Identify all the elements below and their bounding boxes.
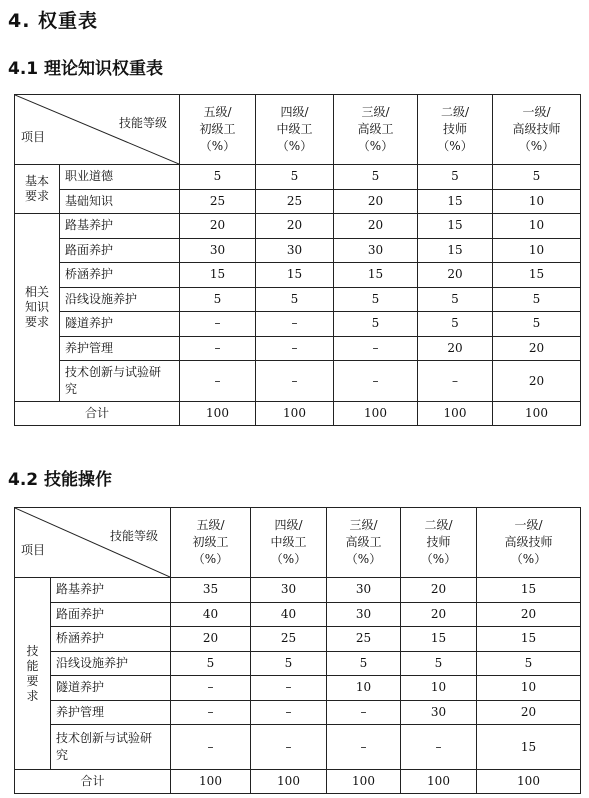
weight-value-cell: 15	[493, 263, 581, 288]
item-name-cell: 职业道德	[60, 165, 180, 190]
header-row	[15, 508, 581, 578]
weight-value-cell: –	[171, 725, 251, 770]
weight-value-cell: –	[327, 700, 401, 725]
total-value-cell: 100	[327, 770, 401, 794]
weight-value-cell: 15	[418, 189, 493, 214]
item-name-cell: 桥涵养护	[51, 627, 171, 652]
group-name-line: 要	[26, 673, 39, 688]
weight-value-cell: 20	[401, 578, 477, 603]
weight-value-cell: 20	[493, 336, 581, 361]
level-header-line: 初级工	[192, 535, 229, 549]
item-name-line: 究	[65, 382, 78, 396]
level-header-cell	[401, 508, 477, 578]
diagonal-header-cell	[15, 508, 171, 578]
level-header-line: （%）	[270, 552, 307, 566]
table-row	[15, 725, 581, 770]
weight-value-cell: 30	[256, 238, 334, 263]
weight-value-cell: 5	[251, 651, 327, 676]
project-label: 项目	[21, 543, 46, 557]
weight-value-cell: –	[401, 725, 477, 770]
subsection-title-skills: 4.2 技能操作	[8, 470, 113, 490]
weight-value-cell: 5	[493, 287, 581, 312]
weight-value-cell: 20	[493, 361, 581, 402]
weight-value-cell: 10	[493, 238, 581, 263]
table-row	[15, 361, 581, 402]
weight-value-cell: –	[256, 312, 334, 337]
weight-value-cell: –	[327, 725, 401, 770]
total-label-cell: 合计	[15, 770, 171, 794]
weight-value-cell: 25	[256, 189, 334, 214]
level-header-line: （%）	[276, 139, 313, 153]
item-name-cell: 路基养护	[60, 214, 180, 239]
weight-value-cell: 20	[418, 263, 493, 288]
weight-value-cell: –	[171, 700, 251, 725]
table-row	[15, 676, 581, 701]
weight-value-cell: 5	[401, 651, 477, 676]
item-name-cell: 隧道养护	[60, 312, 180, 337]
weight-value-cell: 5	[334, 312, 418, 337]
item-name-cell	[51, 725, 171, 770]
level-header-cell	[180, 95, 256, 165]
diagonal-header-cell	[15, 95, 180, 165]
weight-value-cell: 25	[327, 627, 401, 652]
item-name-cell	[60, 361, 180, 402]
weight-value-cell: 5	[180, 287, 256, 312]
table-row	[15, 214, 581, 239]
item-name-cell: 路面养护	[60, 238, 180, 263]
weight-value-cell: 20	[401, 602, 477, 627]
level-header-line: 中级工	[270, 535, 307, 549]
total-value-cell: 100	[477, 770, 581, 794]
level-header-cell	[477, 508, 581, 578]
total-value-cell: 100	[401, 770, 477, 794]
weight-value-cell: 15	[401, 627, 477, 652]
weight-value-cell: –	[180, 336, 256, 361]
weight-value-cell: 5	[327, 651, 401, 676]
weight-value-cell: 30	[251, 578, 327, 603]
group-name-cell	[15, 214, 60, 402]
weight-value-cell: 30	[327, 578, 401, 603]
table-row	[15, 336, 581, 361]
weight-value-cell: 5	[180, 165, 256, 190]
table-row	[15, 578, 581, 603]
weight-value-cell: 10	[477, 676, 581, 701]
level-header-line: 高级技师	[512, 122, 561, 136]
total-label-cell: 合计	[15, 402, 180, 426]
level-header-line: （%）	[345, 552, 382, 566]
project-label: 项目	[21, 130, 46, 144]
weight-value-cell: 40	[251, 602, 327, 627]
group-name-line: 知识	[24, 300, 49, 314]
weight-value-cell: 5	[418, 287, 493, 312]
item-name-cell: 路基养护	[51, 578, 171, 603]
total-value-cell: 100	[418, 402, 493, 426]
total-value-cell: 100	[171, 770, 251, 794]
table-row	[15, 238, 581, 263]
table-row	[15, 700, 581, 725]
weight-value-cell: –	[334, 361, 418, 402]
table-row	[15, 189, 581, 214]
weight-value-cell: 5	[334, 165, 418, 190]
weight-value-cell: 15	[180, 263, 256, 288]
level-header-line: （%）	[510, 552, 547, 566]
total-value-cell: 100	[493, 402, 581, 426]
weight-value-cell: –	[256, 336, 334, 361]
level-header-line: 二级/	[424, 518, 453, 532]
theory-weight-table	[14, 94, 581, 426]
weight-value-cell: –	[180, 361, 256, 402]
weight-value-cell: 30	[327, 602, 401, 627]
level-header-line: （%）	[199, 139, 236, 153]
weight-value-cell: 15	[477, 627, 581, 652]
total-value-cell: 100	[180, 402, 256, 426]
table-row	[15, 312, 581, 337]
weight-value-cell: 15	[418, 238, 493, 263]
weight-value-cell: 15	[418, 214, 493, 239]
group-name-cell	[15, 165, 60, 214]
level-header-line: 一级/	[522, 105, 551, 119]
level-header-line: 高级技师	[504, 535, 553, 549]
item-name-line: 技术创新与试验研	[65, 365, 162, 379]
level-header-line: 五级/	[196, 518, 225, 532]
table-row	[15, 263, 581, 288]
weight-value-cell: 10	[401, 676, 477, 701]
weight-value-cell: 20	[256, 214, 334, 239]
level-header-line: （%）	[420, 552, 457, 566]
item-name-cell: 养护管理	[60, 336, 180, 361]
weight-value-cell: 5	[256, 287, 334, 312]
skill-level-label: 技能等级	[118, 116, 167, 130]
skill-level-label: 技能等级	[109, 529, 158, 543]
total-value-cell: 100	[256, 402, 334, 426]
table-row	[15, 165, 581, 190]
total-row	[15, 770, 581, 794]
weight-value-cell: 15	[334, 263, 418, 288]
total-row	[15, 402, 581, 426]
weight-value-cell: –	[180, 312, 256, 337]
level-header-line: 五级/	[203, 105, 232, 119]
weight-value-cell: –	[251, 725, 327, 770]
level-header-cell	[171, 508, 251, 578]
weight-value-cell: 5	[334, 287, 418, 312]
weight-value-cell: –	[418, 361, 493, 402]
group-name-line: 求	[26, 688, 39, 703]
subsection-title-theory: 4.1 理论知识权重表	[8, 59, 164, 79]
item-name-cell: 路面养护	[51, 602, 171, 627]
level-header-line: 二级/	[440, 105, 470, 119]
item-name-cell: 桥涵养护	[60, 263, 180, 288]
weight-value-cell: –	[251, 676, 327, 701]
weight-value-cell: 15	[477, 578, 581, 603]
weight-value-cell: 20	[334, 214, 418, 239]
weight-value-cell: 20	[477, 700, 581, 725]
group-name-line: 要求	[24, 189, 49, 203]
level-header-line: 四级/	[274, 518, 303, 532]
weight-value-cell: 10	[327, 676, 401, 701]
total-value-cell: 100	[334, 402, 418, 426]
weight-value-cell: 5	[477, 651, 581, 676]
group-name-line: 基本	[24, 174, 49, 188]
weight-value-cell: 35	[171, 578, 251, 603]
item-name-cell: 养护管理	[51, 700, 171, 725]
level-header-cell	[418, 95, 493, 165]
level-header-cell	[493, 95, 581, 165]
weight-value-cell: 40	[171, 602, 251, 627]
item-name-cell: 沿线设施养护	[51, 651, 171, 676]
level-header-line: （%）	[357, 139, 394, 153]
weight-value-cell: 20	[180, 214, 256, 239]
weight-value-cell: –	[251, 700, 327, 725]
level-header-line: （%）	[437, 139, 473, 153]
table-row	[15, 602, 581, 627]
level-header-cell	[251, 508, 327, 578]
level-header-line: 四级/	[280, 105, 309, 119]
level-header-line: 中级工	[276, 122, 313, 136]
item-name-cell: 沿线设施养护	[60, 287, 180, 312]
weight-value-cell: 5	[418, 165, 493, 190]
total-value-cell: 100	[251, 770, 327, 794]
weight-value-cell: 25	[180, 189, 256, 214]
section-title: 4. 权重表	[8, 10, 99, 32]
weight-value-cell: 5	[418, 312, 493, 337]
weight-value-cell: 15	[256, 263, 334, 288]
level-header-cell	[334, 95, 418, 165]
weight-value-cell: 5	[493, 165, 581, 190]
weight-value-cell: 30	[180, 238, 256, 263]
level-header-line: 三级/	[349, 518, 378, 532]
level-header-line: 高级工	[345, 535, 382, 549]
weight-value-cell: 25	[251, 627, 327, 652]
weight-value-cell: 20	[171, 627, 251, 652]
weight-value-cell: 30	[334, 238, 418, 263]
level-header-line: 技师	[426, 535, 451, 549]
item-name-cell: 隧道养护	[51, 676, 171, 701]
skill-weight-table	[14, 507, 581, 794]
weight-value-cell: 5	[256, 165, 334, 190]
weight-value-cell: 20	[334, 189, 418, 214]
weight-value-cell: 20	[477, 602, 581, 627]
table-row	[15, 287, 581, 312]
weight-value-cell: 10	[493, 189, 581, 214]
weight-value-cell: 5	[171, 651, 251, 676]
item-name-line: 技术创新与试验研	[56, 731, 153, 745]
level-header-cell	[327, 508, 401, 578]
level-header-line: 技师	[442, 122, 467, 136]
level-header-line: （%）	[192, 552, 229, 566]
level-header-line: 高级工	[357, 122, 394, 136]
table-row	[15, 627, 581, 652]
group-name-line: 要求	[24, 315, 49, 329]
weight-value-cell: 15	[477, 725, 581, 770]
level-header-cell	[256, 95, 334, 165]
weight-value-cell: –	[334, 336, 418, 361]
group-name-line: 相关	[24, 285, 49, 299]
item-name-cell: 基础知识	[60, 189, 180, 214]
group-name-cell	[15, 578, 51, 770]
level-header-line: 初级工	[199, 122, 236, 136]
table-row	[15, 651, 581, 676]
weight-value-cell: 20	[418, 336, 493, 361]
weight-value-cell: 10	[493, 214, 581, 239]
group-name-line: 技	[26, 643, 39, 658]
weight-value-cell: 30	[401, 700, 477, 725]
header-row	[15, 95, 581, 165]
group-name-line: 能	[26, 658, 39, 673]
level-header-line: （%）	[518, 139, 555, 153]
level-header-line: 三级/	[361, 105, 390, 119]
item-name-line: 究	[56, 748, 69, 762]
level-header-line: 一级/	[514, 518, 543, 532]
weight-value-cell: 5	[493, 312, 581, 337]
weight-value-cell: –	[256, 361, 334, 402]
weight-value-cell: –	[171, 676, 251, 701]
